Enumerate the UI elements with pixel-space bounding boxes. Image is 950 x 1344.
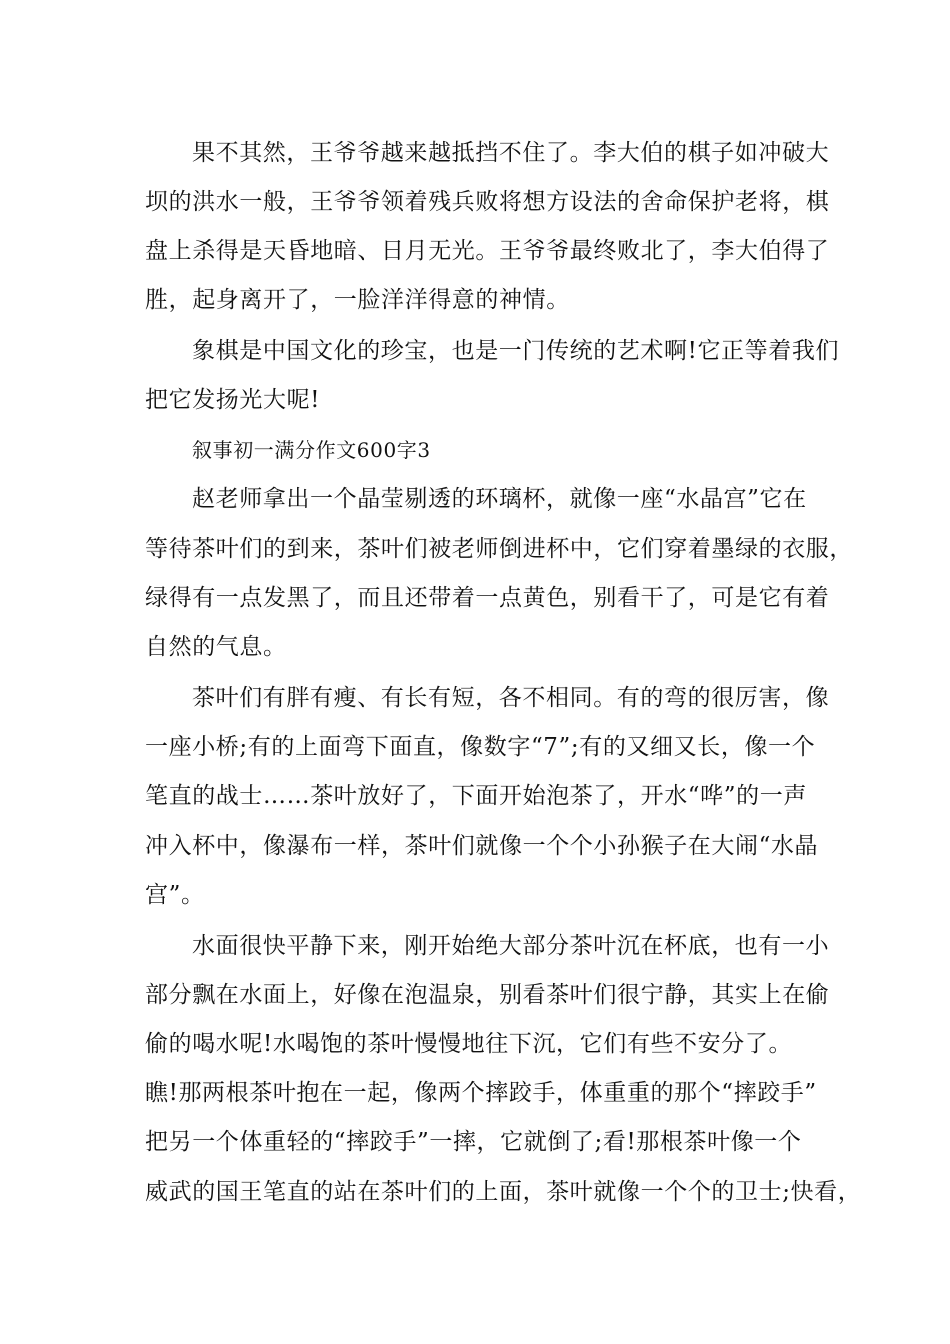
- text-line: 威武的国王笔直的站在茶叶们的上面，茶叶就像一个个的卫士;快看，: [145, 1179, 862, 1205]
- text-line: 赵老师拿出一个晶莹剔透的环璃杯，就像一座“水晶宫”它在: [192, 486, 807, 512]
- text-line: 果不其然，王爷爷越来越抵挡不住了。李大伯的棋子如冲破大: [192, 140, 830, 166]
- text-line: 瞧!那两根茶叶抱在一起，像两个摔跤手，体重重的那个“摔跤手”: [145, 1080, 817, 1106]
- text-line: 部分飘在水面上，好像在泡温泉，别看茶叶们很宁静，其实上在偷: [145, 982, 830, 1008]
- text-line: 象棋是中国文化的珍宝，也是一门传统的艺术啊!它正等着我们: [192, 338, 840, 364]
- text-line: 茶叶们有胖有瘦、有长有短，各不相同。有的弯的很厉害，像: [192, 685, 830, 711]
- text-line: 等待茶叶们的到来，茶叶们被老师倒进杯中，它们穿着墨绿的衣服，: [145, 536, 853, 562]
- text-line: 胜，起身离开了，一脸洋洋得意的神情。: [145, 287, 570, 313]
- text-line: 坝的洪水一般，王爷爷领着残兵败将想方设法的舍命保护老将，棋: [145, 189, 830, 215]
- text-line: 笔直的战士……茶叶放好了，下面开始泡茶了，开水“哗”的一声: [145, 783, 807, 809]
- text-line: 偷的喝水呢!水喝饱的茶叶慢慢地往下沉，它们有些不安分了。: [145, 1031, 793, 1057]
- text-line: 盘上杀得是天昏地暗、日月无光。王爷爷最终败北了，李大伯得了: [145, 238, 830, 264]
- text-line: 宫”。: [145, 882, 205, 908]
- text-line: 水面很快平静下来，刚开始绝大部分茶叶沉在杯底，也有一小: [192, 933, 830, 959]
- text-line: 一座小桥;有的上面弯下面直，像数字“7”;有的又细又长，像一个: [145, 734, 816, 760]
- text-line: 自然的气息。: [145, 634, 287, 660]
- section-heading: 叙事初一满分作文600字3: [192, 438, 431, 462]
- text-line: 冲入杯中，像瀑布一样，茶叶们就像一个个小孙猴子在大闹“水晶: [145, 833, 819, 859]
- text-line: 绿得有一点发黑了，而且还带着一点黄色，别看干了，可是它有着: [145, 585, 830, 611]
- text-line: 把它发扬光大呢!: [145, 387, 321, 413]
- text-line: 把另一个体重轻的“摔跤手”一摔，它就倒了;看!那根茶叶像一个: [145, 1129, 802, 1155]
